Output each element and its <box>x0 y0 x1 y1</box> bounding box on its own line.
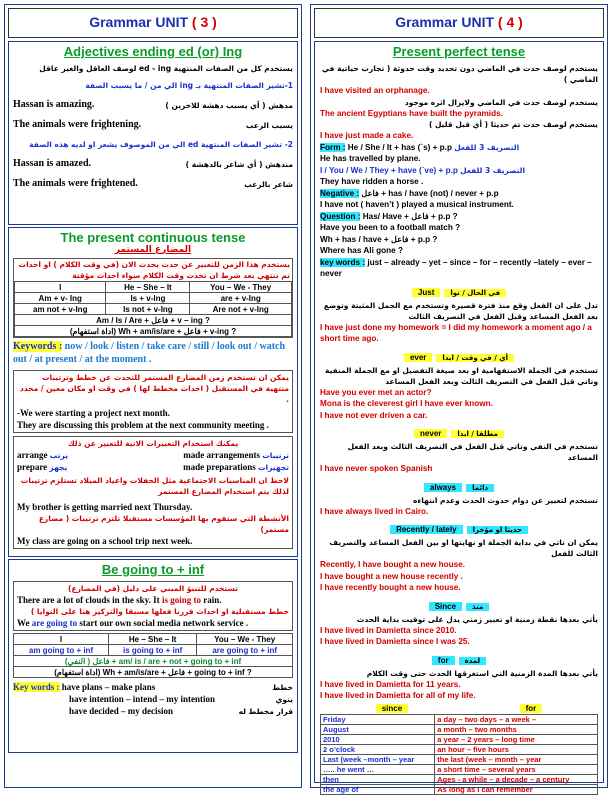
table-row <box>321 754 598 764</box>
negative-label: Negative : <box>320 188 360 198</box>
pc-table-box <box>13 258 293 338</box>
rule-ar: يستخدم لوصف حدث في الماضي دون تحديد وقت حدوثة ( تجارب حياتية في الماضي ) <box>321 64 598 84</box>
rule-ar: يمكن ان تاتي في بداية الجملة او نهايتها او بين الفعل المساعد والتصريف الثالث للفعل <box>329 538 598 558</box>
title-word: Grammar UNIT <box>395 14 495 30</box>
keyword-en: have plans – make plans <box>61 682 156 692</box>
tag-ar: في الحال / توا <box>444 289 506 297</box>
form-formula: He / She / It + has (`s) + p.p <box>347 142 452 152</box>
since-for-headers <box>320 704 598 713</box>
tag-label: always <box>424 483 462 492</box>
example-ar: مدهش ( أي يسبب دهشة للاخرين ) <box>165 100 293 110</box>
example: Recently, I have bought a new house. <box>320 560 465 569</box>
since-tag <box>320 596 598 614</box>
plans-rule: خطط مستقبلية او احداث قررنا فعلها مسبقا والتركيز هنا على النوايا ) <box>30 607 289 616</box>
example: I have just made a cake. <box>320 131 414 140</box>
going-to-box <box>13 581 293 631</box>
adjectives-heading: Adjectives ending ed (or) Ing <box>63 44 243 59</box>
form-note: التصريف 3 للفعل <box>460 165 526 175</box>
question-label: Question : <box>320 211 361 221</box>
unit-3-title <box>8 8 298 38</box>
keyword-row <box>13 693 293 705</box>
expression-ar: يجهز <box>49 463 68 472</box>
since-cell: the age of <box>321 784 435 794</box>
tag-ar: حديثا او مؤخرا <box>467 526 528 534</box>
keyword-ar: خطط <box>272 682 293 692</box>
married-example: My brother is getting married next Thursday. <box>17 502 193 512</box>
form-label: Form : <box>320 142 346 152</box>
keywords-label: Key words : <box>13 682 60 692</box>
example: Have you ever met an actor? <box>320 387 432 397</box>
wh-row <box>15 326 292 337</box>
example: I have not ( haven’t ) played a musical instrument. <box>320 200 514 209</box>
example-row <box>13 176 293 192</box>
example-en: The animals were frightening. <box>13 119 142 130</box>
for-cell: a short time – several years <box>435 764 598 774</box>
example: He has travelled by plane. <box>320 154 421 163</box>
example: Mona is the cleverest girl I have ever known. <box>320 399 493 408</box>
wh-formula: Wh + has / have + فاعل + p.p ? <box>320 234 438 244</box>
present-continuous-heading-ar: المضارع المستمر <box>114 245 192 255</box>
example: I have lived in Damietta for 11 years. <box>320 679 461 689</box>
table-cell: Are not + v-Ing <box>190 304 292 315</box>
title-word: Grammar UNIT <box>89 14 189 30</box>
example: I have not ever driven a car. <box>320 410 428 420</box>
present-perfect-section <box>314 41 604 794</box>
since-header: since <box>376 704 408 713</box>
tag-ar: لمدة <box>459 657 487 665</box>
table-cell: are + v-Ing <box>190 293 292 304</box>
rule-ar: تستخدم في النفي وتاتي قبل الفعل في التصريف الثالث وبعد الفعل المساعد <box>347 442 598 462</box>
keywords-text: just – already – yet – since – for – recently –lately – ever – never <box>320 257 592 278</box>
ed-rule: 2- تشير الصفات المنتهية ed الي من الموصوف يشعر او لديه هذه الصفة <box>29 140 293 149</box>
expression-ar: يرتب <box>49 451 68 460</box>
table-row <box>321 784 598 794</box>
example: I have just done my homework = I did my homework a moment ago / a short time ago. <box>320 322 592 343</box>
present-continuous-heading: The present continuous tense <box>60 230 246 245</box>
table-cell: Is not + v-Ing <box>106 304 190 315</box>
since-cell: August <box>321 724 435 734</box>
example-row <box>13 156 293 172</box>
question-formula: Has/ Have + فاعل + p.p ? <box>362 211 458 221</box>
unit-4-title <box>314 8 604 38</box>
tag-label: ever <box>404 353 432 362</box>
rule-ar: تستخدم في الجملة الاستفهامية او بعد صيغة التفضيل او مع الجملة المنفية وتاتي قبل الفعل في التصريف الثالث وبعد الفعل المساعد <box>324 365 598 386</box>
keyword-en: have decided – my decision <box>69 706 174 716</box>
table-header: I <box>14 634 109 645</box>
table-cell: am going to + inf <box>14 645 109 656</box>
table-row <box>321 764 598 774</box>
example: The ancient Egyptians have built the pyramids. <box>320 108 503 118</box>
adjectives-intro: يستخدم كل من الصفات المنتهية ed - ing لوصف العاقل والغير عاقل <box>39 64 293 73</box>
example: Have you been to a football match ? <box>320 223 461 232</box>
ever-tag <box>320 347 598 365</box>
table-row <box>321 774 598 784</box>
table-cell: Is + v-Ing <box>106 293 190 304</box>
adjectives-section <box>8 41 298 225</box>
expression-row <box>17 449 289 461</box>
expressions-box <box>13 436 293 549</box>
expression-en: made arrangements <box>183 450 260 460</box>
table-row <box>321 744 598 754</box>
expression-en: prepare <box>17 462 48 472</box>
table-cell: is going to + inf <box>109 645 197 656</box>
rule-ar: يستخدم لوصف حدث تم حديثا ( أي قبل قليل ) <box>428 120 598 129</box>
keyword-en: have intention – intend – my intention <box>69 694 216 704</box>
example-en: Hassan is amazing. <box>13 99 95 110</box>
ing-rule: 1-تشير الصفات المنتهية بـ ing الي من / ما يسبب الصفة <box>85 81 293 90</box>
for-cell: As long as I can remember <box>435 784 598 794</box>
form-note: التصريف 3 للفعل <box>454 142 520 152</box>
example: I have never spoken Spanish <box>320 464 433 473</box>
title-number: ( 4 ) <box>497 14 523 30</box>
rule-ar: تستخدم لتعبير عن دوام حدوث الحدث وعدم انتهاءه <box>412 495 598 505</box>
prediction-rule: تستخدم للتنبؤ المبني على دليل (في المضارع) <box>68 584 238 593</box>
for-tag <box>320 650 598 668</box>
for-cell: Ages - a while – a decade – a century <box>435 774 598 784</box>
tag-label: Since <box>429 602 462 611</box>
keywords-row <box>320 257 598 280</box>
negative-formula: فاعل + has / have (not) / never + p.p <box>361 188 499 198</box>
example-part: rain. <box>200 595 222 605</box>
keywords-text: now / look / listen / take care / still / look out / watch out / at present / at the moment . <box>13 341 286 365</box>
present-perfect-heading: Present perfect tense <box>392 44 526 59</box>
table-cell: am not + v-Ing <box>15 304 106 315</box>
form-row <box>320 142 598 154</box>
right-column <box>310 4 608 794</box>
for-header: for <box>520 704 543 713</box>
keyword-row <box>13 681 293 693</box>
expression-ar: تجهيزات <box>257 463 289 472</box>
future-example: -We were starting a project next month. <box>17 408 170 418</box>
example: I have always lived in Cairo. <box>320 506 429 516</box>
example: I have lived in Damietta since I was 25. <box>320 637 470 646</box>
question-row <box>320 211 598 223</box>
example: I have recently bought a new house. <box>320 583 461 592</box>
table-row <box>321 714 598 724</box>
example: I have visited an orphanage. <box>320 86 430 95</box>
rule-ar: يستخدم لوصف حدث في الماضي ولايزال اثره موجود <box>404 97 598 107</box>
since-cell: then <box>321 774 435 784</box>
plans-example <box>17 617 289 629</box>
trip-example: My class are going on a school trip next week. <box>17 536 193 546</box>
since-cell: Friday <box>321 714 435 724</box>
table-header: You – We - They <box>197 634 293 645</box>
rule-ar: يأتي بعدها نقطة زمنية او تعبير زمني يدل على توقيت بداية الحدث <box>356 614 598 624</box>
example-en: Hassan is amazed. <box>13 158 92 169</box>
table-header: You – We - They <box>190 282 292 293</box>
future-rule: يمكن ان تستخدم زمن المضارع المستمر للتحدث عن خطط وترتيبات منتهية في المستقبل ( احداث مخطط لها ) في وقت او مكان معين / محدد . <box>19 373 289 404</box>
wh-label: (اداة استفهام) <box>54 667 101 677</box>
keywords-label: key words : <box>320 257 366 267</box>
for-cell: an hour – five hours <box>435 744 598 754</box>
example-ar: شاعر بالرعب <box>244 179 293 189</box>
example: Where has Ali gone ? <box>320 246 403 255</box>
rule-ar: يأتي بعدها المدة الزمنية التي استغرقها الحدث حتى وقت الكلام <box>366 668 598 678</box>
keyword-row <box>13 705 293 717</box>
table-row <box>321 734 598 744</box>
going-to-keywords <box>13 681 293 717</box>
for-cell: a day – two days – a week – <box>435 714 598 724</box>
form-row <box>320 165 598 177</box>
pc-rule: يستخدم هذا الزمن للتعبير عن حدث يحدث الان (في وقت الكلام ) او احداث تم تنتهي بعد شرط ان تحدث وقت الكلام سواء احداث مؤقتة <box>18 260 290 280</box>
for-cell: the last (week – month – year <box>435 754 598 764</box>
example: I have lived in Damietta for all of my life. <box>320 691 476 700</box>
going-to-table <box>13 633 293 678</box>
always-tag <box>320 477 598 495</box>
table-header: He – She – It <box>109 634 197 645</box>
example: They have ridden a horse . <box>320 177 424 186</box>
tag-ar: دائما <box>466 484 494 492</box>
example-row <box>13 117 293 133</box>
example: I have lived in Damietta since 2010. <box>320 625 457 635</box>
wh-row <box>14 667 293 678</box>
since-cell: ….. he went … <box>321 764 435 774</box>
since-for-table <box>320 714 598 795</box>
expressions-rule: يمكنك استخدام التعبيرات الاتية للتعبير عن ذلك <box>67 439 239 448</box>
tag-ar: منذ <box>466 603 489 611</box>
form-formula: I / You / We / They + have (`ve) + p.p <box>320 165 458 175</box>
table-header: He – She – It <box>106 282 190 293</box>
title-number: ( 3 ) <box>191 14 217 30</box>
tag-label: Recently / lately <box>390 525 462 534</box>
negative-row <box>320 188 598 200</box>
never-tag <box>320 423 598 441</box>
keywords-label: Keywords : <box>13 341 63 352</box>
future-box <box>13 370 293 433</box>
table-cell: Am + v- Ing <box>15 293 106 304</box>
rule-ar: تدل على ان الفعل وقع منذ فترة قصيرة وتستخدم مع الجمل المثبتة وتوضع بعد الفعل المساعد وقبل الفعل في التصريف الثالث <box>323 300 598 321</box>
example-part: start our own social media network service . <box>77 618 249 628</box>
going-to-section <box>8 559 298 753</box>
tag-label: Just <box>412 288 440 297</box>
expression-en: made preparations <box>183 462 256 472</box>
question-row: Am / Is / Are + فاعل + v – ing ? <box>15 315 292 326</box>
since-cell: 2 o’clock <box>321 744 435 754</box>
pc-keywords <box>13 340 293 366</box>
expression-ar: ترتيبات <box>262 451 289 460</box>
future-example: They are discussing this problem at the next community meeting . <box>17 420 269 430</box>
example-ar: يسبب الرعب <box>245 120 293 130</box>
negative-row: (النفي ) فاعل + am/ is / are + not + going to + inf <box>14 656 293 667</box>
going-to-heading: Be going to + inf <box>101 562 205 577</box>
wh-formula: Wh + am/is/are + فاعل + v-ing ? <box>118 326 237 336</box>
pc-table <box>14 281 292 337</box>
recently-tag <box>320 519 598 537</box>
table-cell: are going to + inf <box>197 645 293 656</box>
tag-label: for <box>432 656 455 665</box>
wh-label: (اداة استفهام) <box>69 326 117 336</box>
table-row <box>321 724 598 734</box>
example-part: We <box>17 618 32 628</box>
expression-row <box>17 461 289 473</box>
tag-ar: مطلقا / ابدا <box>451 430 504 438</box>
example-part: There are a lot of clouds in the sky. It <box>17 595 162 605</box>
institutions-note: الأنشطة التي ستقوم بها المؤسسات مستقبلا تلتزم ترتيبات ( مضارع مستمر) <box>38 514 289 534</box>
tag-label: never <box>414 429 447 438</box>
keyword-ar: قرار مخطط له <box>238 706 293 716</box>
example-ar: مندهش ( أي شاعر بالدهشة ) <box>185 159 293 169</box>
prediction-example <box>17 594 289 606</box>
present-continuous-section <box>8 227 298 557</box>
tag-ar: أي / في وقت / ابدا <box>436 354 514 362</box>
example: I have bought a new house recently . <box>320 571 463 581</box>
left-column <box>4 4 302 788</box>
keyword-ar: ينوي <box>275 694 293 704</box>
just-tag <box>320 282 598 300</box>
for-cell: a month – two months <box>435 724 598 734</box>
for-cell: a year – 2 years – long time <box>435 734 598 744</box>
since-cell: Last (week –month – year <box>321 754 435 764</box>
since-cell: 2010 <box>321 734 435 744</box>
example-en: The animals were frightened. <box>13 178 138 189</box>
example-highlight: are going to <box>31 618 78 628</box>
example-row <box>13 97 293 113</box>
expression-en: arrange <box>17 450 48 460</box>
example-highlight: is going to <box>161 595 201 605</box>
table-header: I <box>15 282 106 293</box>
wh-formula: Wh + am/is/are + فاعل + going to + inf ? <box>102 667 252 677</box>
social-note: لاحظ ان المناسبات الاجتماعية مثل الحفلات واعياد الميلاد تستلزم ترتيبات لذلك يتم استخدام المضارع المستمر <box>20 476 289 496</box>
